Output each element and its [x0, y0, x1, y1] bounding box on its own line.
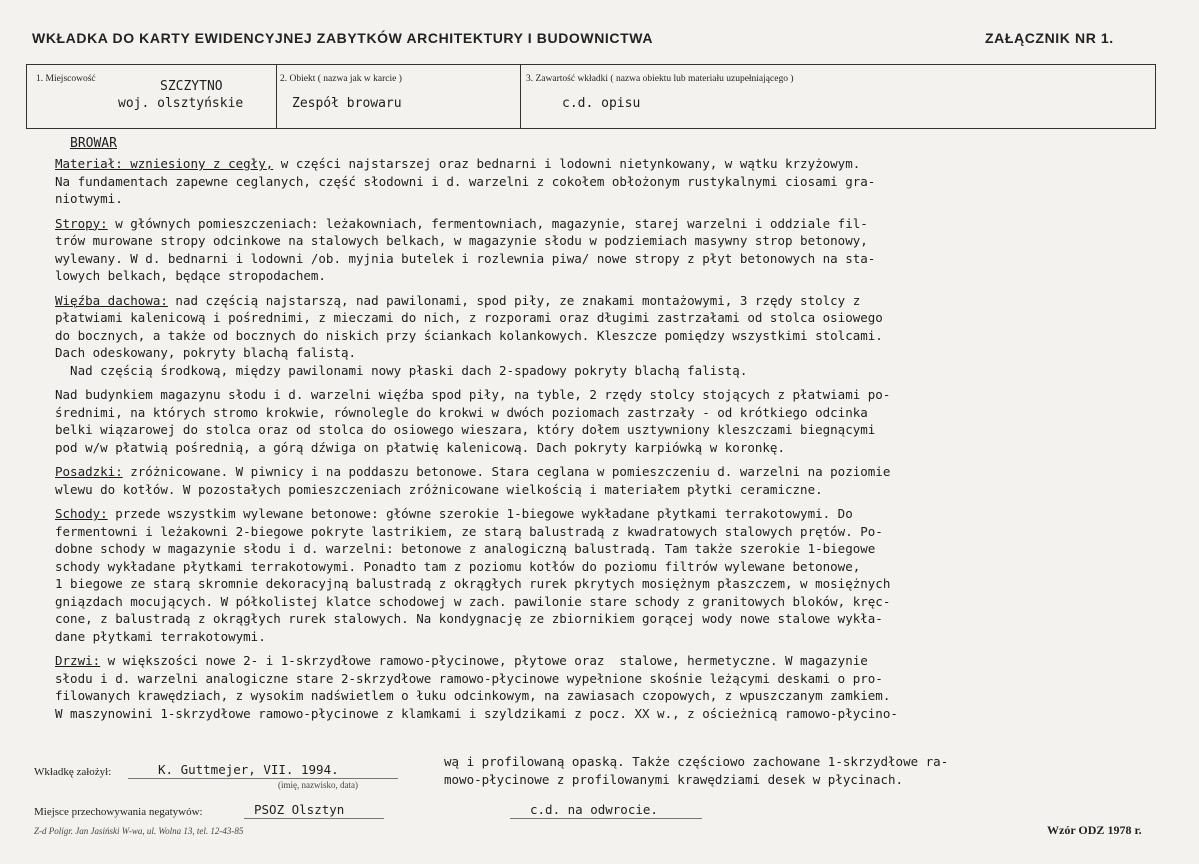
- paragraph-malt-store-truss: [55, 386, 1175, 456]
- paragraph-line: w głównych pomieszczeniach: leżakowniach, fermentowniach, magazynie, starej warzelni i oddziale fil-: [107, 215, 868, 231]
- paragraph-line: Nad budynkiem magazynu słodu i d. warzelni więźba spod piły, na tyble, 2 rzędy stolcy stojących z płatwiami po-: [55, 387, 891, 402]
- field-divider-1: [276, 64, 277, 129]
- voivodeship-value: woj. olsztyńskie: [118, 96, 244, 111]
- paragraph-line: trów murowane stropy odcinkowe na stalowych belkach, w magazynie słodu w podziemiach masywny strop betonowy,: [55, 233, 868, 248]
- paragraph-line: lowych belkach, będące stropodachem.: [55, 268, 326, 283]
- section-title: BROWAR: [70, 136, 117, 151]
- negatives-dotted-line: [244, 818, 384, 819]
- paragraph-head: Stropy:: [55, 215, 108, 231]
- locality-label: 1. Miejscowość: [36, 74, 96, 84]
- continuation-line: mowo-płycinowe z profilowanymi krawędziami desek w płycinach.: [444, 772, 904, 787]
- negatives-label: Miejsce przechowywania negatywów:: [34, 806, 203, 818]
- content-value: c.d. opisu: [562, 96, 641, 111]
- printer-imprint: Z-d Polígr. Jan Jasiński W-wa, ul. Wolna 13, tel. 12-43-85: [34, 826, 244, 836]
- right-border: [1155, 64, 1156, 129]
- paragraph-line: Na fundamentach zapewne ceglanych, część słodowni i d. warzelni z cokołem obłożonym rustykalnymi ciosami gra-: [55, 173, 876, 189]
- author-label: Wkładkę założył:: [34, 766, 112, 778]
- paragraph-line: do bocznych, a także od bocznych do niskich przy ściankach kolankowych. Kleszcze pomiędzy wszystkimi stolcami.: [55, 327, 883, 343]
- negatives-value: PSOZ Olsztyn: [254, 802, 345, 817]
- paragraph-head: Schody:: [55, 506, 108, 521]
- paragraph-line: fermentowni i leżakowni 2-biegowe pokryte lastrikiem, ze starą balustradą z kwadratowych stalowych prętów. Po-: [55, 523, 883, 539]
- paragraph-line: średnimi, na których stromo krokwie, równolegle do krokwi w dwóch poziomach zastrzały - od krótkiego odcinka: [55, 404, 868, 420]
- left-border: [26, 64, 27, 129]
- paragraph-line: dane płytkami terrakotowymi.: [55, 628, 266, 644]
- paragraph-head: Więźba dachowa:: [55, 292, 168, 308]
- paragraph-line: gniązdach mocujących. W półkolistej klatce schodowej w zach. pawilonie stare schody z granitowych bloków, kręc-: [55, 593, 891, 609]
- paragraph-line: Nad częścią środkową, między pawilonami nowy płaski dach 2-spadowy pokryty blachą falistą.: [55, 362, 748, 378]
- continued-underline: [510, 818, 702, 819]
- paragraph-roof-truss: [55, 292, 1175, 380]
- paragraph-line: przede wszystkim wylewane betonowe: główne szerokie 1-biegowe wykładane płytkami terrakotowymi. Do: [107, 506, 853, 521]
- locality-value: SZCZYTNO: [160, 79, 223, 94]
- card-title: WKŁADKA DO KARTY EWIDENCYJNEJ ZABYTKÓW ARCHITEKTURY I BUDOWNICTWA: [32, 30, 654, 46]
- paragraph-line: cone, z balustradą z okrągłych rurek stalowych. Na kondygnację ze zbiornikiem gorącej wody nowe stalowe wykła-: [55, 611, 883, 626]
- object-label: 2. Obiekt ( nazwa jak w karcie ): [280, 74, 402, 84]
- paragraph-line: Dach odeskowany, pokryty blachą falistą.: [55, 345, 357, 360]
- paragraph-line: wylewany. W d. bednarni i lodowni /ob. myjnia butelek i rozlewnia piwa/ nowe stropy z płyt betonowych na sta-: [55, 250, 876, 266]
- top-rule: [26, 64, 1156, 65]
- paragraph-line: słodu i d. warzelni analogiczne stare 2-skrzydłowe ramowo-płycinowe wypełnione skośnie leżącymi deskami o pro-: [55, 670, 883, 686]
- paragraph-doors: [55, 652, 1175, 722]
- paragraph-line: w większości nowe 2- i 1-skrzydłowe ramowo-płycinowe, płytowe oraz stalowe, hermetyczne. W magazynie: [100, 653, 868, 668]
- author-hint: (imię, nazwisko, data): [278, 780, 358, 790]
- paragraph-line: pod w/w płatwią pośrednią, a górą dźwiga on płatwię kalenicową. Dach pokryty karpiówką w koronkę.: [55, 439, 785, 455]
- paragraph-line: wlewu do kotłów. W pozostałych pomieszczeniach zróżnicowane wielkością i materiałem płytki ceramiczne.: [55, 481, 823, 497]
- paragraph-ceilings: [55, 215, 1175, 285]
- attachment-number: ZAŁĄCZNIK NR 1.: [985, 30, 1114, 46]
- fields-bottom-rule: [26, 128, 1156, 129]
- author-dotted-line: [128, 778, 398, 779]
- paragraph-line: niotwymi.: [55, 191, 123, 206]
- object-value: Zespół browaru: [292, 96, 402, 111]
- paragraph-line: schody wykładane płytkami terrakotowymi. Ponadto tam z poziomu kotłów do poziomu filtrów wylewane betonowe,: [55, 558, 861, 574]
- paragraph-line: nad częścią najstarszą, nad pawilonami, spod piły, ze znakami montażowymi, 3 rzędy stolcy z: [167, 292, 861, 308]
- continued-note: c.d. na odwrocie.: [530, 802, 658, 817]
- paragraph-line: płatwiami kalenicową i pośrednimi, z mieczami do nich, z rozporami oraz długimi zastrzałami od stolca osiowego: [55, 310, 883, 325]
- paragraph-line: W maszynowini 1-skrzydłowe ramowo-płycinowe z klamkami i szyldzikami z pocz. XX w., z ościeżnicą ramowo-płycino-: [55, 705, 898, 721]
- content-label: 3. Zawartość wkładki ( nazwa obiektu lub materiału uzupełniającego ): [526, 74, 794, 84]
- field-divider-2: [520, 64, 521, 129]
- continuation-line: wą i profilowaną opaską. Także częściowo zachowane 1-skrzydłowe ra-: [444, 754, 949, 769]
- paragraph-line: 1 biegowe ze starą skromnie dekoracyjną balustradą z okrągłych rurek pkrytych mosiężnym płaszczem, w mosiężnych: [55, 576, 891, 591]
- description-body: [55, 155, 1175, 722]
- form-code: Wzór ODZ 1978 r.: [1047, 823, 1142, 837]
- paragraph-stairs: [55, 505, 1175, 645]
- paragraph-line: belki wiązarowej do stolca oraz od stolca do osiowego wieszara, który dołem usztywniony kleszczami biegnącymi: [55, 422, 876, 437]
- paragraph-floors: [55, 463, 1175, 498]
- paragraph-material: [55, 155, 1175, 208]
- paragraph-head: Materiał: wzniesiony z cegły,: [55, 156, 274, 171]
- paragraph-line: filowanych krawędziach, z wysokim nadświetlem o łuku odcinkowym, na zawiasach czopowych, z wpuszczanym zamkiem.: [55, 688, 891, 703]
- paragraph-line: dobne schody w magazynie słodu i d. warzelni: betonowe z analogiczną balustradą. Tam także szerokie 1-biegowe: [55, 541, 876, 556]
- paragraph-head: Drzwi:: [55, 653, 101, 668]
- paragraph-line: w części najstarszej oraz bednarni i lodowni nietynkowany, w wątku krzyżowym.: [273, 156, 861, 171]
- paragraph-head: Posadzki:: [55, 464, 123, 479]
- paragraph-line: zróżnicowane. W piwnicy i na poddaszu betonowe. Stara ceglana w pomieszczeniu d. warzelni na poziomie: [122, 464, 891, 479]
- author-value: K. Guttmejer, VII. 1994.: [158, 762, 339, 777]
